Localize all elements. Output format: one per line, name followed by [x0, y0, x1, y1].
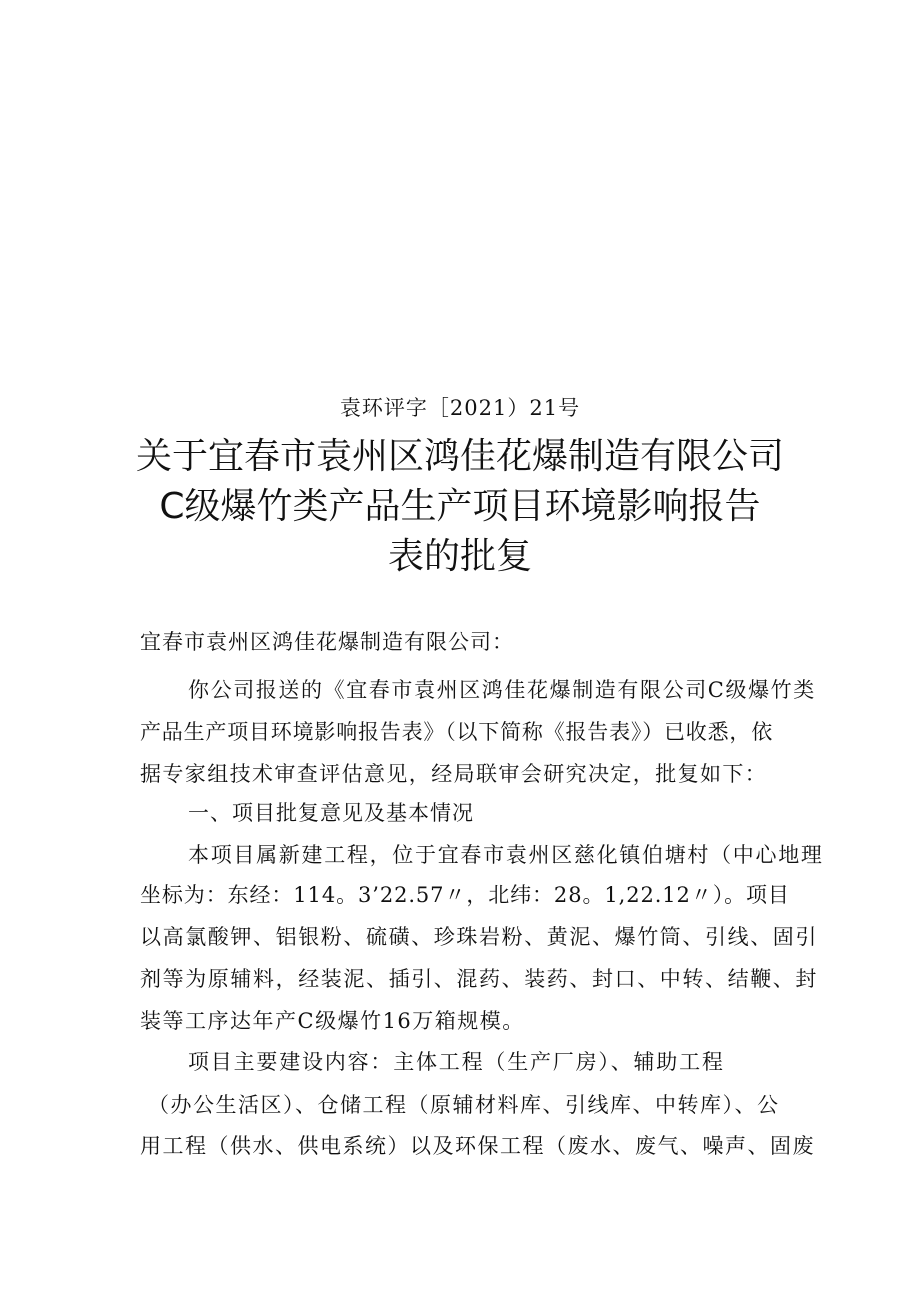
body-line: 你公司报送的《宜春市袁州区鸿佳花爆制造有限公司C级爆竹类 — [188, 678, 816, 702]
document-number: 袁环评字［2021）21号 — [339, 396, 581, 420]
document-title — [0, 432, 920, 582]
body-line: 以高氯酸钾、铝银粉、硫磺、珍珠岩粉、黄泥、爆竹筒、引线、固引 — [140, 925, 818, 949]
title-line: 表的批复 — [387, 536, 532, 577]
body-line: 产品生产项目环境影响报告表》（以下简称《报告表》）已收悉，依 — [140, 720, 773, 744]
body-line: 剂等为原辅料，经装泥、插引、混药、装药、封口、中转、结鞭、封 — [140, 967, 818, 991]
body-line: 坐标为：东经：114。3’22.57〃，北纬：28。1,22.12〃）。项目 — [140, 883, 790, 907]
body-line: （办公生活区）、仓储工程（原辅材料库、引线库、中转库）、公 — [148, 1093, 780, 1117]
body-line: 装等工序达年产C级爆竹16万箱规模。 — [140, 1009, 525, 1033]
body-line: 用工程（供水、供电系统）以及环保工程（废水、废气、噪声、固废 — [140, 1134, 815, 1158]
body-line: 项目主要建设内容：主体工程（生产厂房）、辅助工程 — [188, 1050, 725, 1074]
section-heading: 一、项目批复意见及基本情况 — [188, 801, 474, 825]
body-line: 据专家组技术审查评估意见，经局联审会研究决定，批复如下： — [140, 762, 768, 786]
addressee: 宜春市袁州区鸿佳花爆制造有限公司： — [140, 630, 514, 654]
body-line: 本项目属新建工程，位于宜春市袁州区慈化镇伯塘村（中心地理 — [188, 843, 824, 867]
title-line: C级爆竹类产品生产项目环境影响报告 — [159, 486, 761, 527]
title-line: 关于宜春市袁州区鸿佳花爆制造有限公司 — [135, 436, 784, 477]
